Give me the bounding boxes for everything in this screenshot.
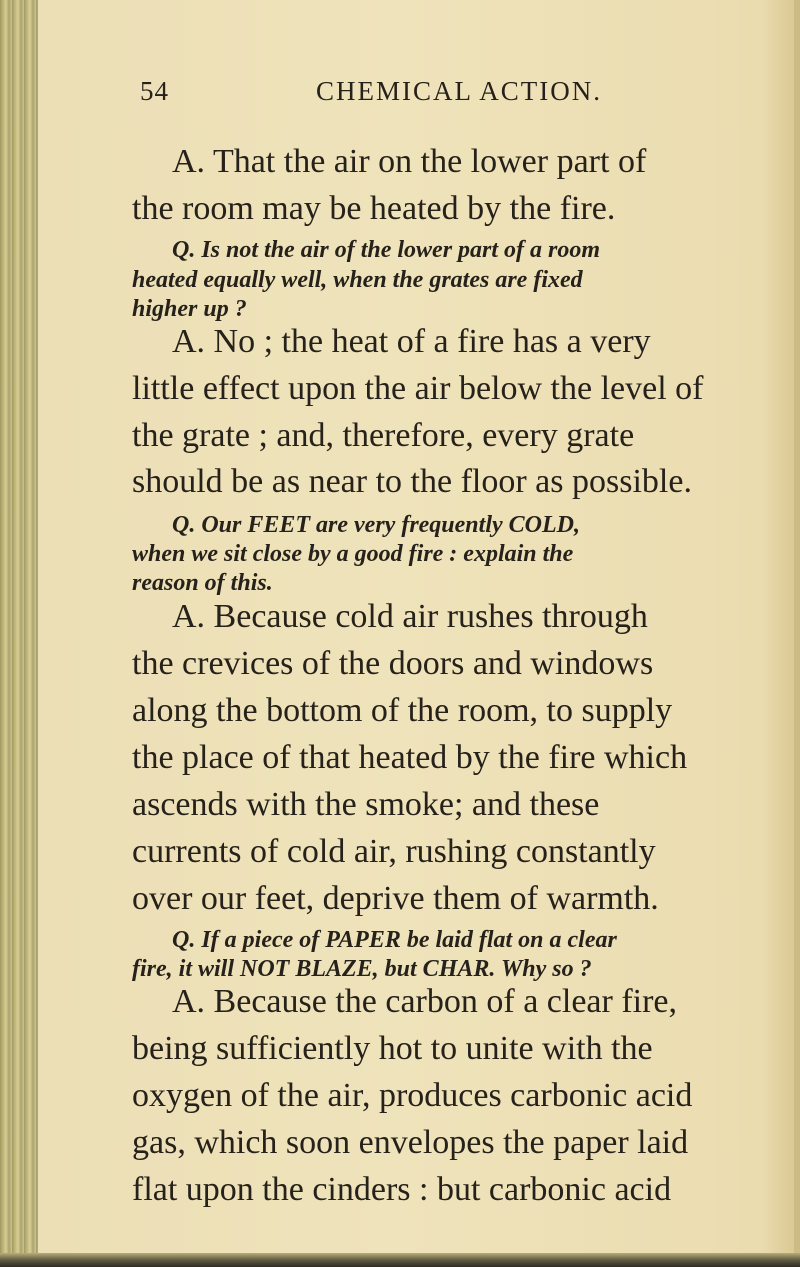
text-line: the crevices of the doors and windows	[132, 645, 654, 682]
text-line: gas, which soon envelopes the paper laid	[132, 1124, 689, 1161]
text-line: the place of that heated by the fire which	[132, 739, 688, 776]
text-line: the room may be heated by the fire.	[132, 190, 616, 227]
page-number: 54	[140, 76, 169, 106]
text-line: A. Because the carbon of a clear fire,	[172, 983, 678, 1020]
text-line: the grate ; and, therefore, every grate	[132, 417, 635, 454]
text-line: oxygen of the air, produces carbonic acid	[132, 1077, 693, 1114]
text-line: little effect upon the air below the level of	[132, 370, 704, 407]
text-line: currents of cold air, rushing constantly	[132, 833, 656, 870]
text-line: Q. Is not the air of the lower part of a room	[172, 237, 601, 263]
text-line: when we sit close by a good fire : explain the	[132, 541, 574, 567]
book-spine	[0, 0, 38, 1267]
text-line: A. No ; the heat of a fire has a very	[172, 323, 651, 360]
text-line: over our feet, deprive them of warmth.	[132, 880, 659, 917]
page-header	[140, 76, 740, 116]
text-line: ascends with the smoke; and these	[132, 786, 600, 823]
text-line: fire, it will NOT BLAZE, but CHAR. Why so ?	[132, 956, 592, 982]
text-line: should be as near to the floor as possible.	[132, 463, 692, 500]
text-line: higher up ?	[132, 296, 247, 322]
text-line: Q. Our FEET are very frequently COLD,	[172, 512, 580, 538]
page-edge	[794, 0, 800, 1267]
text-line: along the bottom of the room, to supply	[132, 692, 673, 729]
text-line: reason of this.	[132, 570, 273, 596]
page-bottom-edge	[0, 1253, 800, 1267]
text-line: flat upon the cinders : but carbonic acid	[132, 1171, 672, 1208]
text-line: A. That the air on the lower part of	[172, 143, 647, 180]
text-line: heated equally well, when the grates are fixed	[132, 267, 583, 293]
text-line: A. Because cold air rushes through	[172, 598, 648, 635]
text-line: Q. If a piece of PAPER be laid flat on a clear	[172, 927, 617, 953]
running-head: CHEMICAL ACTION.	[316, 76, 602, 106]
text-line: being sufficiently hot to unite with the	[132, 1030, 653, 1067]
